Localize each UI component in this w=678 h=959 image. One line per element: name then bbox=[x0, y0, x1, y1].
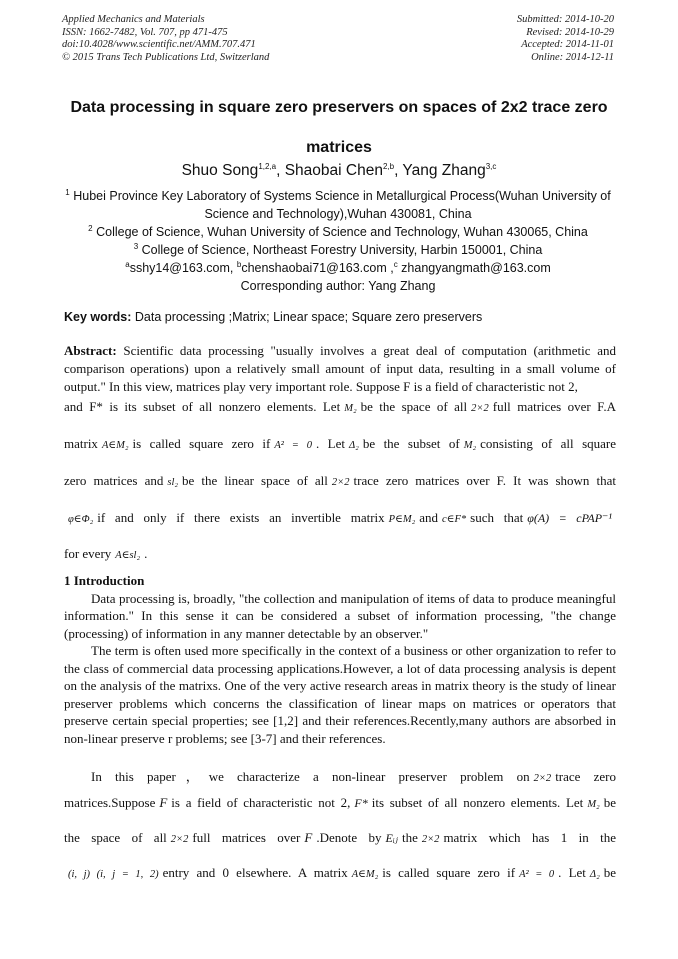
keywords bbox=[64, 310, 616, 324]
author-2: , Shaobai Chen bbox=[276, 162, 383, 179]
intro-paragraph-1: Data processing is, broadly, "the collection and manipulation of items of data to produce meaningful information." In this sense it can be considered a subset of information processing, "the change (processing) of information in any manner detectable by an observer." bbox=[64, 590, 616, 641]
intro-paragraph-2: The term is often used more specifically in the context of a business or other organization to refer to the class of commercial data processing applications.However, a lot of data processing analysis is depent on the analysis of the matrixs. One of the very active research areas in matrix theory is the study of linear preserver problems which concerns the classification of linear maps on matrices or operators that preserve certain special properties; see [1,2] and their references.Recently,many authors are absorbed in non-linear preserve r problems; see [3-7] and their references. bbox=[64, 643, 616, 746]
journal-info bbox=[62, 14, 269, 64]
intro-paragraph-3-line-1: In this paper，we characterize a non-linear preserver problem on 2×2 trace zero bbox=[91, 769, 616, 784]
author-3: , Yang Zhang bbox=[394, 162, 486, 179]
affiliation-2: $^2$ College of Science, Wuhan University of Science and Technology, Wuhan 430065, China bbox=[88, 223, 588, 239]
keywords-text: Data processing ;Matrix; Linear space; Square zero preservers bbox=[131, 310, 483, 324]
issn: ISSN: 1662-7482, Vol. 707, pp 471-475 bbox=[62, 26, 228, 38]
intro-paragraph-3-line-2: matrices.Suppose F is a field of characteristic not 2, F* its subset of all nonzero elements. Let M₂ be bbox=[64, 795, 616, 810]
copyright: © 2015 Trans Tech Publications Ltd, Switzerland bbox=[62, 51, 270, 63]
author-1-sup: 1,2,a bbox=[258, 161, 277, 171]
submitted-date: Submitted: 2014-10-20 bbox=[516, 14, 614, 25]
section-heading-introduction: 1 Introduction bbox=[64, 573, 145, 588]
abstract-line-5: φ∈Φ₂ if and only if there exists an invertible matrix P∈M₂ and c∈F* such that φ(A) = cPAP⁻¹ bbox=[68, 510, 612, 525]
author-2-sup: 2,b bbox=[382, 161, 395, 171]
corresponding-author: Corresponding author: Yang Zhang bbox=[240, 279, 436, 293]
abstract-line-3: matrix A∈M₂ is called square zero if A² = 0 . Let Δ₂ be the subset of M₂ consisting of all square bbox=[64, 436, 617, 451]
author-3-sup: 3,c bbox=[485, 161, 497, 171]
affiliation-3: $^3$ College of Science, Northeast Forestry University, Harbin 150001, China bbox=[133, 241, 543, 257]
email-2[interactable]: chenshaobai71@163.com , bbox=[241, 261, 394, 275]
keywords-label: Key words: bbox=[64, 310, 132, 324]
abstract-label: Abstract: bbox=[64, 343, 117, 358]
online-date: Online: 2014-12-11 bbox=[531, 51, 614, 63]
author-list bbox=[0, 162, 678, 180]
abstract-line-6: for every A∈sl₂ . bbox=[64, 546, 148, 561]
doi: doi:10.4028/www.scientific.net/AMM.707.471 bbox=[62, 39, 256, 50]
abstract: Abstract: Scientific data processing "usually involves a great deal of computation (arithmetic and comparison operations) upon a relatively small amount of input data, resulting in a small volume of output." In this view, matrices play very important role. Suppose F is a field of characteristic not 2, bbox=[64, 343, 616, 394]
intro-paragraph-3-line-4: (i, j) (i, j = 1, 2) entry and 0 elsewhere. A matrix A∈M₂ is called square zero if A² = 0 . Let Δ₂ be bbox=[68, 865, 617, 880]
emails: $^a$sshy14@163.com, $^b$chenshaobai71@163.com ,$^c$ zhangyangmath@163.com bbox=[125, 259, 551, 275]
abstract-line-2: and F* is its subset of all nonzero elements. Let M₂ be the space of all 2×2 full matrices over F.A bbox=[64, 399, 617, 414]
introduction bbox=[64, 572, 616, 747]
abstract-line-4: zero matrices and sl₂ be the linear space of all 2×2 trace zero matrices over F. It was shown that bbox=[64, 473, 616, 488]
affiliation-1: $^1$ Hubei Province Key Laboratory of Systems Science in Metallurgical Process(Wuhan University of Science and Technology),Wuhan 430081, China bbox=[65, 187, 611, 221]
accepted-date: Accepted: 2014-11-01 bbox=[521, 39, 614, 50]
email-1[interactable]: sshy14@163.com, bbox=[129, 261, 237, 275]
dates-info bbox=[517, 14, 614, 64]
affiliations bbox=[62, 187, 614, 295]
author-1: Shuo Song bbox=[181, 162, 259, 179]
email-3[interactable]: zhangyangmath@163.com bbox=[397, 261, 551, 275]
journal-name: Applied Mechanics and Materials bbox=[62, 14, 205, 25]
revised-date: Revised: 2014-10-29 bbox=[526, 26, 614, 38]
paper-title: Data processing in square zero preservers on spaces of 2x2 trace zero matrices bbox=[70, 99, 608, 156]
intro-paragraph-3-line-3: the space of all 2×2 full matrices over F .Denote by Eᵢⱼ the 2×2 matrix which has 1 in the bbox=[64, 830, 616, 845]
